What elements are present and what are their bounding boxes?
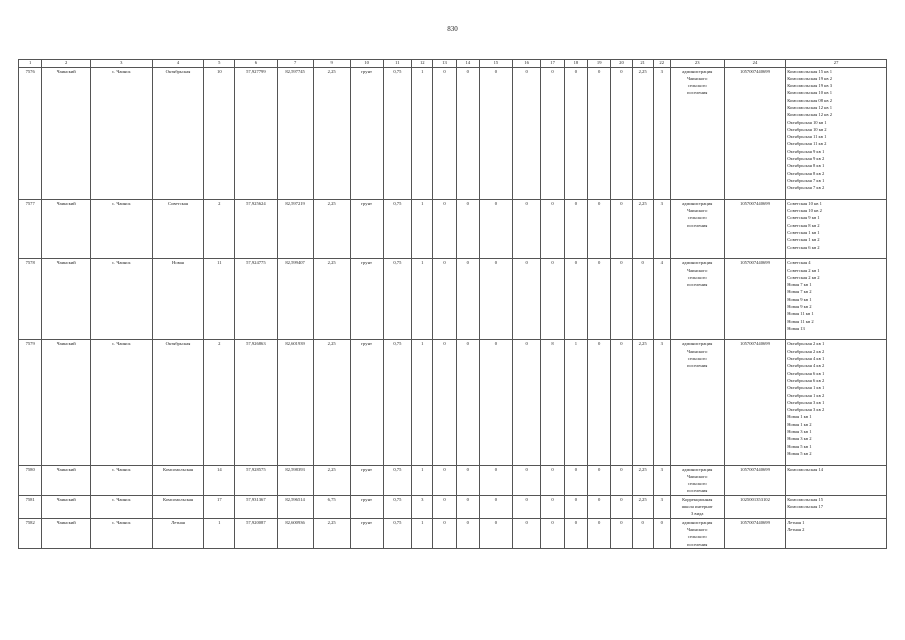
cell-c18: 0 bbox=[564, 199, 587, 258]
owner-line: Чаинского bbox=[687, 473, 708, 479]
cell-c22: 3 bbox=[653, 199, 670, 258]
address-line: Октябрьская 10 кв 1 bbox=[787, 119, 827, 125]
row-padding bbox=[787, 533, 885, 540]
cell-c19: 0 bbox=[588, 495, 611, 518]
cell-lat: 57,924775 bbox=[235, 259, 277, 340]
cell-c17: 0 bbox=[541, 495, 564, 518]
cell-c13: 0 bbox=[433, 465, 456, 495]
address-line: Летная 1 bbox=[787, 519, 805, 525]
address-line: Новая 3 кв 1 bbox=[787, 429, 812, 435]
owner-line: администрация bbox=[682, 200, 713, 206]
cell-c18: 0 bbox=[564, 465, 587, 495]
cell-c17: 8 bbox=[541, 340, 564, 465]
cell-street: Октябрьская bbox=[152, 340, 204, 465]
registry-table bbox=[18, 59, 887, 549]
cell-c19: 0 bbox=[588, 340, 611, 465]
cell-district: Чаинский bbox=[42, 67, 91, 199]
cell-c10: грунт bbox=[350, 259, 383, 340]
cell-c13: 0 bbox=[433, 518, 456, 548]
cell-c16: 0 bbox=[512, 340, 541, 465]
cell-c22: 4 bbox=[653, 259, 670, 340]
cell-c18: 0 bbox=[564, 495, 587, 518]
address-line: Октябрьская 8 кв 2 bbox=[787, 170, 825, 176]
column-header: 22 bbox=[653, 60, 670, 68]
cell-c20: 0 bbox=[611, 199, 632, 258]
cell-c17: 0 bbox=[541, 259, 564, 340]
cell-district: Чаинский bbox=[42, 259, 91, 340]
cell-c11: 0,75 bbox=[383, 340, 412, 465]
address-line: Комсомольская 10 кв 1 bbox=[787, 90, 833, 96]
cell-c10: грунт bbox=[350, 199, 383, 258]
cell-owner bbox=[670, 495, 724, 518]
cell-district: Чаинский bbox=[42, 340, 91, 465]
cell-c9: 2,25 bbox=[313, 259, 350, 340]
cell-c11: 0,75 bbox=[383, 199, 412, 258]
cell-c14: 0 bbox=[456, 518, 479, 548]
owner-line: Коррекционная bbox=[682, 496, 713, 502]
cell-c15: 0 bbox=[479, 259, 512, 340]
cell-addresses bbox=[786, 67, 887, 199]
cell-district: Чаинский bbox=[42, 518, 91, 548]
row-padding bbox=[787, 192, 885, 199]
cell-c15: 0 bbox=[479, 495, 512, 518]
cell-c17: 0 bbox=[541, 67, 564, 199]
owner-line: Чаинского bbox=[687, 267, 708, 273]
cell-c16: 0 bbox=[512, 465, 541, 495]
cell-c14: 0 bbox=[456, 465, 479, 495]
cell-district: Чаинский bbox=[42, 465, 91, 495]
owner-line: сельского bbox=[687, 274, 707, 280]
column-header: 2 bbox=[42, 60, 91, 68]
row-padding bbox=[787, 473, 885, 480]
cell-c15: 0 bbox=[479, 340, 512, 465]
cell-ogrn: 1057007440699 bbox=[724, 67, 785, 199]
row-padding bbox=[787, 251, 885, 258]
cell-house: 11 bbox=[204, 259, 235, 340]
cell-c9: 2,25 bbox=[313, 340, 350, 465]
column-header: 3 bbox=[91, 60, 152, 68]
page-number: 830 bbox=[447, 25, 458, 33]
owner-line: Чаинского bbox=[687, 75, 708, 81]
owner-line: сельского bbox=[687, 356, 707, 362]
cell-district: Чаинский bbox=[42, 495, 91, 518]
address-line: Октябрьская 2 кв 2 bbox=[787, 348, 825, 354]
cell-id: 7578 bbox=[19, 259, 42, 340]
address-line: Новая 11 кв 1 bbox=[787, 311, 814, 317]
address-line: Комсомольская 12 кв 2 bbox=[787, 112, 833, 118]
table-row bbox=[19, 67, 887, 199]
cell-c12: 1 bbox=[412, 259, 433, 340]
address-line: Советская 10 кв 2 bbox=[787, 208, 822, 214]
address-line: Октябрьская 1 кв 2 bbox=[787, 392, 825, 398]
cell-lon: 82,598393 bbox=[277, 465, 313, 495]
cell-c13: 0 bbox=[433, 495, 456, 518]
cell-c21: 0 bbox=[632, 518, 653, 548]
table-row bbox=[19, 465, 887, 495]
cell-settlement: с. Чаинск bbox=[91, 518, 152, 548]
column-header: 13 bbox=[433, 60, 456, 68]
column-header: 27 bbox=[786, 60, 887, 68]
column-header: 6 bbox=[235, 60, 277, 68]
column-header: 15 bbox=[479, 60, 512, 68]
address-line: Октябрьская 9 кв 2 bbox=[787, 156, 825, 162]
cell-c20: 0 bbox=[611, 340, 632, 465]
address-line: Новая 7 кв 2 bbox=[787, 289, 812, 295]
column-header: 16 bbox=[512, 60, 541, 68]
address-line: Советская 6 кв 2 bbox=[787, 244, 820, 250]
cell-id: 7582 bbox=[19, 518, 42, 548]
address-line: Октябрьская 6 кв 2 bbox=[787, 377, 825, 383]
owner-line: сельского bbox=[687, 83, 707, 89]
owner-line: сельского bbox=[687, 534, 707, 540]
table-body bbox=[19, 60, 887, 549]
cell-c10: грунт bbox=[350, 495, 383, 518]
cell-ogrn: 1057007440699 bbox=[724, 199, 785, 258]
cell-ogrn: 1057007440699 bbox=[724, 340, 785, 465]
cell-street: Новая bbox=[152, 259, 204, 340]
owner-line: поселения bbox=[687, 282, 708, 288]
cell-c16: 0 bbox=[512, 67, 541, 199]
owner-line: поселения bbox=[687, 90, 708, 96]
cell-c16: 0 bbox=[512, 199, 541, 258]
cell-settlement: с. Чаинск bbox=[91, 495, 152, 518]
cell-settlement: с. Чаинск bbox=[91, 465, 152, 495]
cell-id: 7581 bbox=[19, 495, 42, 518]
cell-c21: 2,25 bbox=[632, 465, 653, 495]
cell-c13: 0 bbox=[433, 199, 456, 258]
address-line: Комсомольская 17 bbox=[787, 504, 824, 510]
cell-c14: 0 bbox=[456, 67, 479, 199]
cell-house: 2 bbox=[204, 199, 235, 258]
cell-lat: 57,927799 bbox=[235, 67, 277, 199]
cell-lon: 82,597745 bbox=[277, 67, 313, 199]
column-header: 4 bbox=[152, 60, 204, 68]
row-padding bbox=[787, 457, 885, 464]
owner-line: Чаинского bbox=[687, 348, 708, 354]
address-line: Советская 4 bbox=[787, 260, 811, 266]
cell-c11: 0,75 bbox=[383, 495, 412, 518]
cell-street: Летная bbox=[152, 518, 204, 548]
address-line: Новая 11 кв 2 bbox=[787, 318, 814, 324]
cell-settlement: с. Чаинск bbox=[91, 199, 152, 258]
cell-lon: 82,599407 bbox=[277, 259, 313, 340]
cell-c10: грунт bbox=[350, 340, 383, 465]
cell-id: 7580 bbox=[19, 465, 42, 495]
cell-owner bbox=[670, 259, 724, 340]
cell-c11: 0,75 bbox=[383, 465, 412, 495]
table-row bbox=[19, 199, 887, 258]
cell-c21: 0 bbox=[632, 259, 653, 340]
address-line: Новая 1 кв 1 bbox=[787, 414, 812, 420]
address-line: Советская 10 кв 1 bbox=[787, 200, 822, 206]
cell-c10: грунт bbox=[350, 67, 383, 199]
cell-c14: 0 bbox=[456, 259, 479, 340]
cell-c19: 0 bbox=[588, 67, 611, 199]
cell-house: 14 bbox=[204, 465, 235, 495]
address-line: Советская 2 кв 2 bbox=[787, 274, 820, 280]
address-line: Октябрьская 11 кв 1 bbox=[787, 134, 827, 140]
cell-c17: 0 bbox=[541, 518, 564, 548]
cell-c18: 0 bbox=[564, 67, 587, 199]
column-header: 21 bbox=[632, 60, 653, 68]
cell-house: 1 bbox=[204, 518, 235, 548]
cell-id: 7579 bbox=[19, 340, 42, 465]
address-line: Комсомольская 15 кв 1 bbox=[787, 68, 833, 74]
cell-c17: 0 bbox=[541, 199, 564, 258]
cell-street: Октябрьская bbox=[152, 67, 204, 199]
address-line: Комсомольская 19 кв 3 bbox=[787, 83, 833, 89]
owner-line: школа интернат bbox=[681, 504, 713, 510]
cell-settlement: с. Чаинск bbox=[91, 259, 152, 340]
cell-c12: 1 bbox=[412, 518, 433, 548]
address-line: Новая 5 кв 1 bbox=[787, 443, 812, 449]
cell-lon: 82,596514 bbox=[277, 495, 313, 518]
cell-street: Комсомольская bbox=[152, 465, 204, 495]
cell-c13: 0 bbox=[433, 67, 456, 199]
cell-ogrn: 1057007440699 bbox=[724, 465, 785, 495]
cell-ogrn: 1025001353102 bbox=[724, 495, 785, 518]
cell-addresses bbox=[786, 340, 887, 465]
column-header: 18 bbox=[564, 60, 587, 68]
cell-c17: 0 bbox=[541, 465, 564, 495]
cell-lon: 82,597219 bbox=[277, 199, 313, 258]
cell-district: Чаинский bbox=[42, 199, 91, 258]
cell-c22: 3 bbox=[653, 465, 670, 495]
cell-lon: 82,600936 bbox=[277, 518, 313, 548]
cell-ogrn: 1057007440699 bbox=[724, 259, 785, 340]
cell-owner bbox=[670, 518, 724, 548]
cell-c14: 0 bbox=[456, 199, 479, 258]
address-line: Октябрьская 4 кв 2 bbox=[787, 363, 825, 369]
cell-c19: 0 bbox=[588, 518, 611, 548]
column-header: 17 bbox=[541, 60, 564, 68]
address-line: Октябрьская 7 кв 2 bbox=[787, 185, 825, 191]
cell-owner bbox=[670, 340, 724, 465]
owner-line: администрация bbox=[682, 466, 713, 472]
header-row bbox=[19, 60, 887, 68]
address-line: Комсомольская 19 кв 2 bbox=[787, 75, 833, 81]
cell-house: 10 bbox=[204, 67, 235, 199]
address-line: Октябрьская 4 кв 1 bbox=[787, 356, 825, 362]
cell-c10: грунт bbox=[350, 518, 383, 548]
cell-house: 2 bbox=[204, 340, 235, 465]
table-row bbox=[19, 340, 887, 465]
cell-id: 7576 bbox=[19, 67, 42, 199]
address-line: Октябрьская 3 кв 1 bbox=[787, 399, 825, 405]
cell-c9: 6,75 bbox=[313, 495, 350, 518]
cell-addresses bbox=[786, 495, 887, 518]
address-line: Советская 8 кв 2 bbox=[787, 222, 820, 228]
column-header: 5 bbox=[204, 60, 235, 68]
cell-c18: 0 bbox=[564, 259, 587, 340]
cell-c15: 0 bbox=[479, 465, 512, 495]
cell-addresses bbox=[786, 199, 887, 258]
row-padding bbox=[787, 332, 885, 339]
owner-line: поселения bbox=[687, 488, 708, 494]
cell-c11: 0,75 bbox=[383, 67, 412, 199]
cell-c20: 0 bbox=[611, 67, 632, 199]
table-row bbox=[19, 495, 887, 518]
cell-ogrn: 1057007440699 bbox=[724, 518, 785, 548]
address-line: Октябрьская 10 кв 2 bbox=[787, 126, 827, 132]
cell-c13: 0 bbox=[433, 340, 456, 465]
column-header: 14 bbox=[456, 60, 479, 68]
cell-c20: 0 bbox=[611, 465, 632, 495]
cell-house: 17 bbox=[204, 495, 235, 518]
table-row bbox=[19, 259, 887, 340]
address-line: Новая 3 кв 2 bbox=[787, 436, 812, 442]
cell-addresses bbox=[786, 518, 887, 548]
owner-line: администрация bbox=[682, 68, 713, 74]
cell-c22: 0 bbox=[653, 518, 670, 548]
cell-c22: 3 bbox=[653, 340, 670, 465]
cell-c19: 0 bbox=[588, 259, 611, 340]
owner-line: поселения bbox=[687, 541, 708, 547]
address-line: Новая 9 кв 1 bbox=[787, 296, 812, 302]
cell-c15: 0 bbox=[479, 199, 512, 258]
cell-c20: 0 bbox=[611, 259, 632, 340]
cell-c12: 1 bbox=[412, 67, 433, 199]
address-line: Октябрьская 2 кв 1 bbox=[787, 341, 825, 347]
cell-c13: 0 bbox=[433, 259, 456, 340]
owner-line: поселения bbox=[687, 363, 708, 369]
cell-c21: 2,25 bbox=[632, 340, 653, 465]
cell-c15: 0 bbox=[479, 518, 512, 548]
column-header: 20 bbox=[611, 60, 632, 68]
cell-c12: 1 bbox=[412, 340, 433, 465]
cell-c14: 0 bbox=[456, 340, 479, 465]
owner-line: сельского bbox=[687, 215, 707, 221]
cell-lat: 57,931367 bbox=[235, 495, 277, 518]
cell-c16: 0 bbox=[512, 259, 541, 340]
owner-line: 3 вида bbox=[690, 511, 704, 517]
column-header: 9 bbox=[313, 60, 350, 68]
column-header: 7 bbox=[277, 60, 313, 68]
cell-id: 7577 bbox=[19, 199, 42, 258]
address-line: Новая 1 кв 2 bbox=[787, 421, 812, 427]
cell-c21: 2,25 bbox=[632, 67, 653, 199]
cell-lat: 57,926863 bbox=[235, 340, 277, 465]
cell-c12: 1 bbox=[412, 199, 433, 258]
cell-c12: 1 bbox=[412, 465, 433, 495]
cell-c15: 0 bbox=[479, 67, 512, 199]
row-padding bbox=[787, 510, 885, 517]
cell-c18: 0 bbox=[564, 518, 587, 548]
cell-c9: 2,25 bbox=[313, 199, 350, 258]
address-line: Октябрьская 11 кв 2 bbox=[787, 141, 827, 147]
address-line: Комсомольская 15 bbox=[787, 496, 824, 502]
owner-line: администрация bbox=[682, 341, 713, 347]
owner-line: сельского bbox=[687, 481, 707, 487]
cell-c9: 2,25 bbox=[313, 465, 350, 495]
address-line: Советская 2 кв 1 bbox=[787, 267, 820, 273]
cell-c21: 2,25 bbox=[632, 199, 653, 258]
address-line: Новая 5 кв 2 bbox=[787, 450, 812, 456]
cell-c14: 0 bbox=[456, 495, 479, 518]
address-line: Октябрьская 8 кв 1 bbox=[787, 163, 825, 169]
column-header: 12 bbox=[412, 60, 433, 68]
column-header: 10 bbox=[350, 60, 383, 68]
cell-c20: 0 bbox=[611, 495, 632, 518]
column-header: 11 bbox=[383, 60, 412, 68]
address-line: Новая 9 кв 2 bbox=[787, 304, 812, 309]
column-header: 1 bbox=[19, 60, 42, 68]
cell-c22: 3 bbox=[653, 67, 670, 199]
cell-street: Советская bbox=[152, 199, 204, 258]
address-line: Новая 7 кв 1 bbox=[787, 282, 812, 288]
address-line: Октябрьская 6 кв 1 bbox=[787, 370, 825, 376]
cell-c10: грунт bbox=[350, 465, 383, 495]
column-header: 24 bbox=[724, 60, 785, 68]
address-line: Октябрьская 3 кв 2 bbox=[787, 407, 825, 413]
owner-line: Чаинского bbox=[687, 208, 708, 214]
cell-owner bbox=[670, 67, 724, 199]
address-line: Советская 9 кв 1 bbox=[787, 215, 820, 221]
cell-lat: 57,925624 bbox=[235, 199, 277, 258]
cell-c9: 2,25 bbox=[313, 67, 350, 199]
address-line: Советская 1 кв 1 bbox=[787, 230, 820, 236]
cell-c11: 0,75 bbox=[383, 259, 412, 340]
cell-settlement: с. Чаинск bbox=[91, 340, 152, 465]
cell-lon: 82,601939 bbox=[277, 340, 313, 465]
address-line: Комсомольская 12 кв 1 bbox=[787, 104, 833, 110]
cell-lat: 57,928575 bbox=[235, 465, 277, 495]
table-row bbox=[19, 518, 887, 548]
cell-street: Комсомольская bbox=[152, 495, 204, 518]
address-line: Советская 1 кв 2 bbox=[787, 237, 820, 243]
cell-owner bbox=[670, 465, 724, 495]
cell-c11: 0,75 bbox=[383, 518, 412, 548]
address-line: Летная 2 bbox=[787, 526, 805, 532]
cell-addresses bbox=[786, 465, 887, 495]
address-line: Комсомольская 14 bbox=[787, 466, 824, 472]
owner-line: администрация bbox=[682, 519, 713, 525]
cell-c19: 0 bbox=[588, 199, 611, 258]
column-header: 23 bbox=[670, 60, 724, 68]
cell-lat: 57,920087 bbox=[235, 518, 277, 548]
column-header: 19 bbox=[588, 60, 611, 68]
cell-c19: 0 bbox=[588, 465, 611, 495]
cell-c20: 0 bbox=[611, 518, 632, 548]
cell-c21: 2,25 bbox=[632, 495, 653, 518]
cell-addresses bbox=[786, 259, 887, 340]
cell-settlement: с. Чаинск bbox=[91, 67, 152, 199]
owner-line: Чаинского bbox=[687, 526, 708, 532]
cell-c16: 0 bbox=[512, 518, 541, 548]
address-line: Октябрьская 1 кв 1 bbox=[787, 385, 825, 391]
cell-c12: 3 bbox=[412, 495, 433, 518]
cell-owner bbox=[670, 199, 724, 258]
address-line: Комсомольская 08 кв 2 bbox=[787, 97, 833, 103]
owner-line: поселения bbox=[687, 222, 708, 228]
cell-c16: 0 bbox=[512, 495, 541, 518]
owner-line: администрация bbox=[682, 260, 713, 266]
address-line: Новая 13 bbox=[787, 325, 805, 331]
cell-c18: 1 bbox=[564, 340, 587, 465]
cell-c9: 2,25 bbox=[313, 518, 350, 548]
address-line: Октябрьская 9 кв 1 bbox=[787, 148, 825, 154]
cell-c22: 3 bbox=[653, 495, 670, 518]
address-line: Октябрьская 7 кв 1 bbox=[787, 177, 825, 183]
